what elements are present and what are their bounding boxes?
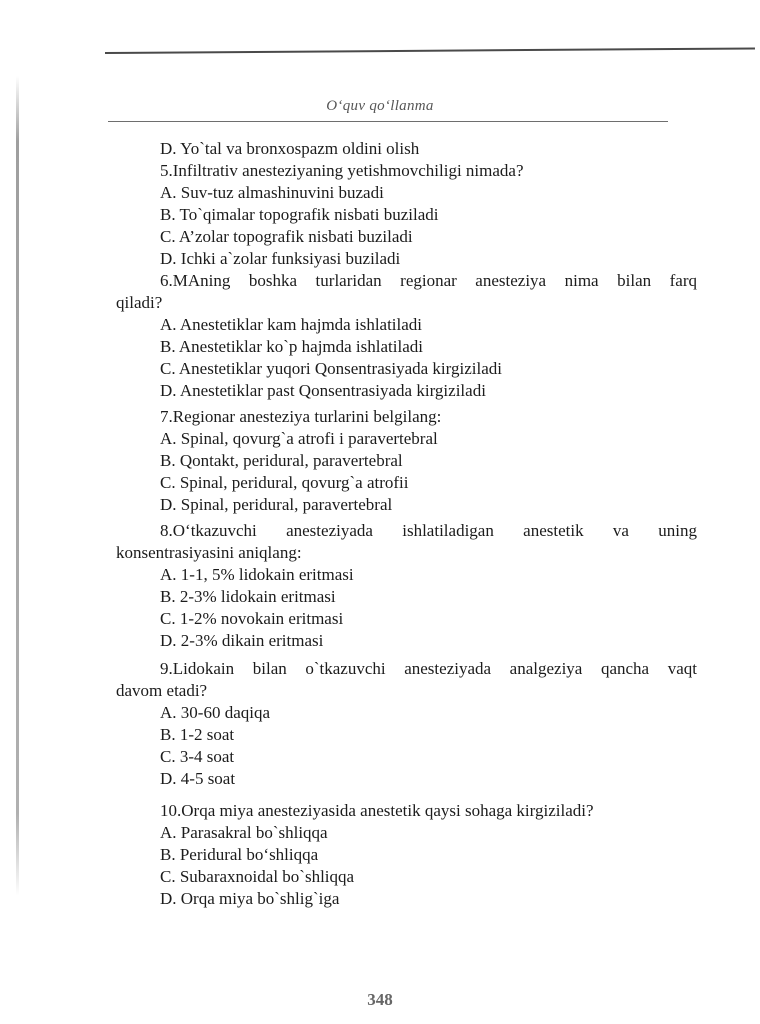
question-line: 8.O‘tkazuvchi anesteziyada ishlatiladigan anestetik va uning <box>160 521 697 540</box>
option-line: D. Ichki a`zolar funksiyasi buziladi <box>160 249 401 268</box>
option-line: D. 2-3% dikain eritmasi <box>160 631 324 650</box>
option-line: D. Anestetiklar past Qonsentrasiyada kirgiziladi <box>160 381 486 400</box>
question-line: 6.MAning boshka turlaridan regionar anesteziya nima bilan farq <box>160 271 697 290</box>
option-line: B. Peridural bo‘shliqqa <box>160 845 319 864</box>
question-line: 7.Regionar anesteziya turlarini belgilang: <box>160 407 442 426</box>
question-line-continuation: konsentrasiyasini aniqlang: <box>116 543 302 562</box>
option-line: B. Qontakt, peridural, paravertebral <box>160 451 403 470</box>
option-line: C. 1-2% novokain eritmasi <box>160 609 344 628</box>
option-line: B. 1-2 soat <box>160 725 235 744</box>
option-line: C. A’zolar topografik nisbati buziladi <box>160 227 413 246</box>
option-line: A. Parasakral bo`shliqqa <box>160 823 328 842</box>
running-header-title: O‘quv qo‘llanma <box>326 98 434 114</box>
option-line: D. 4-5 soat <box>160 769 236 788</box>
option-line: A. Spinal, qovurg`a atrofi i paravertebral <box>160 429 438 448</box>
question-line: 5.Infiltrativ anesteziyaning yetishmovchiligi nimada? <box>160 161 524 180</box>
option-line: D. Spinal, peridural, paravertebral <box>160 495 393 514</box>
question-line: 10.Orqa miya anesteziyasida anestetik qaysi sohaga kirgiziladi? <box>160 801 594 820</box>
option-line: A. 30-60 daqiqa <box>160 703 271 722</box>
scan-top-rule <box>105 47 755 54</box>
option-line: C. 3-4 soat <box>160 747 235 766</box>
option-line: A. Anestetiklar kam hajmda ishlatiladi <box>160 315 423 334</box>
option-line: A. 1-1, 5% lidokain eritmasi <box>160 565 354 584</box>
option-line: A. Suv-tuz almashinuvini buzadi <box>160 183 384 202</box>
option-line: B. Anestetiklar ko`p hajmda ishlatiladi <box>160 337 423 356</box>
option-line: B. To`qimalar topografik nisbati buziladi <box>160 205 439 224</box>
option-line: C. Spinal, peridural, qovurg`a atrofii <box>160 473 409 492</box>
question-line-continuation: davom etadi? <box>116 681 208 700</box>
option-line: C. Subaraxnoidal bo`shliqqa <box>160 867 355 886</box>
option-line: B. 2-3% lidokain eritmasi <box>160 587 336 606</box>
question-line-continuation: qiladi? <box>116 293 163 312</box>
option-line: C. Anestetiklar yuqori Qonsentrasiyada kirgiziladi <box>160 359 502 378</box>
header-divider <box>108 121 668 122</box>
page-number: 348 <box>367 990 393 1009</box>
question-line: 9.Lidokain bilan o`tkazuvchi anesteziyada analgeziya qancha vaqt <box>160 659 697 678</box>
question-list <box>0 138 760 910</box>
option-line: D. Yo`tal va bronxospazm oldini olish <box>160 139 420 158</box>
option-line: D. Orqa miya bo`shlig`iga <box>160 889 340 908</box>
